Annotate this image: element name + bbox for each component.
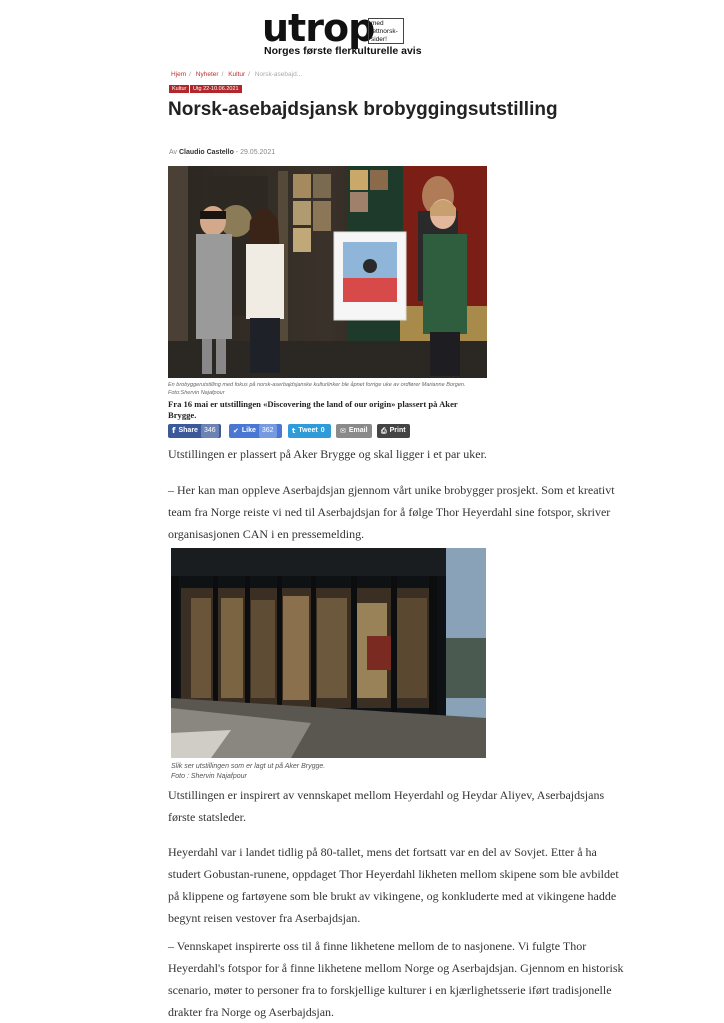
article-lede: Fra 16 mai er utstillingen «Discovering the land of our origin» plassert på Aker Brygge. (168, 399, 458, 420)
print-button[interactable]: ⎙ Print (377, 424, 410, 438)
category-tag[interactable]: Kultur (169, 85, 189, 93)
issue-tag[interactable]: Utg 22-10.06.2021 (190, 85, 242, 93)
site-logo[interactable]: utrop (262, 6, 375, 50)
logo-badge: med lettnorsk- sider! (368, 18, 404, 44)
email-button[interactable]: ✉ Email (336, 424, 372, 438)
paragraph-1: Utstillingen er plassert på Aker Brygge og skal ligger i et par uker. (168, 447, 487, 461)
article-photo-exhibition-opening (168, 166, 487, 378)
article-title: Norsk-asebajdsjansk brobyggingsutstilling (168, 99, 558, 120)
paragraph-4: Heyerdahl var i landet tidlig på 80-tallet, mens det fortsatt var en del av Sovjet. Etter å ha studert Gobustan-runene, oppdaget Thor Heyerdahl likheten mellom skipene som ble avbildet på klippene og fartøyene som ble brukt av vikingene, og konkluderte med at vikingene hadde begynt reisen vestover fra Aserbajdsjan. (168, 845, 619, 925)
breadcrumb: Hjem / Nyheter / Kultur / Norsk-asebajd... (171, 71, 303, 78)
paragraph-3: Utstillingen er inspirert av vennskapet mellom Heyerdahl og Heydar Aliyev, Aserbajdsjans første statsleder. (168, 788, 605, 824)
breadcrumb-current: Norsk-asebajd... (254, 71, 303, 78)
tweet-button[interactable]: t Tweet 0 (288, 424, 331, 438)
paragraph-2: – Her kan man oppleve Aserbajdsjan gjennom vårt unike brobygger prosjekt. Som et kreativt team fra Norge reiste vi ned til Aserbajdsjan for å følge Thor Heyerdahl sine fotspor, skriver organisasjonen CAN i en pressemelding. (168, 483, 615, 541)
twitter-icon: t (292, 427, 296, 435)
author-link[interactable]: Claudio Castello (179, 149, 234, 156)
byline: Av Claudio Castello - 29.05.2021 (169, 149, 276, 156)
facebook-share-button[interactable]: f Share 346 (168, 424, 221, 438)
like-button[interactable]: ✔ Like 362 (229, 424, 282, 438)
paragraph-5: – Vennskapet inspirerte oss til å finne likhetene mellom de to nasjonene. Vi fulgte Thor Heyerdahl's fotspor for å finne likhetene mellom Norge og Aserbajdsjan. Gjennom en historisk scenario, møter to personer fra to forskjellige kulturer i en kjærlighetsserie iført tradisjonelle drakter fra Norge og Aserbajdsjan. (168, 939, 624, 1019)
article-photo-aker-brygge (171, 548, 486, 758)
printer-icon: ⎙ (381, 427, 387, 435)
breadcrumb-home[interactable]: Hjem (171, 71, 187, 78)
image2-caption: Slik ser utstillingen som er lagt ut på Aker Brygge. Foto : Shervin Najafpour (171, 763, 326, 780)
image1-caption: En brobyggerutstilling med fokus på norsk-aserbajdsjanske kulturlinker ble åpnet forrige uke av ordfører Marianne Borgen. Foto:Shervin Najafpour (168, 382, 466, 396)
breadcrumb-news[interactable]: Nyheter (195, 71, 219, 78)
facebook-icon: f (172, 426, 176, 435)
envelope-icon: ✉ (340, 427, 346, 435)
site-tagline: Norges første flerkulturelle avis (264, 45, 422, 57)
publish-date: - 29.05.2021 (235, 149, 276, 156)
breadcrumb-culture[interactable]: Kultur (228, 71, 246, 78)
thumbs-up-icon: ✔ (233, 427, 239, 435)
